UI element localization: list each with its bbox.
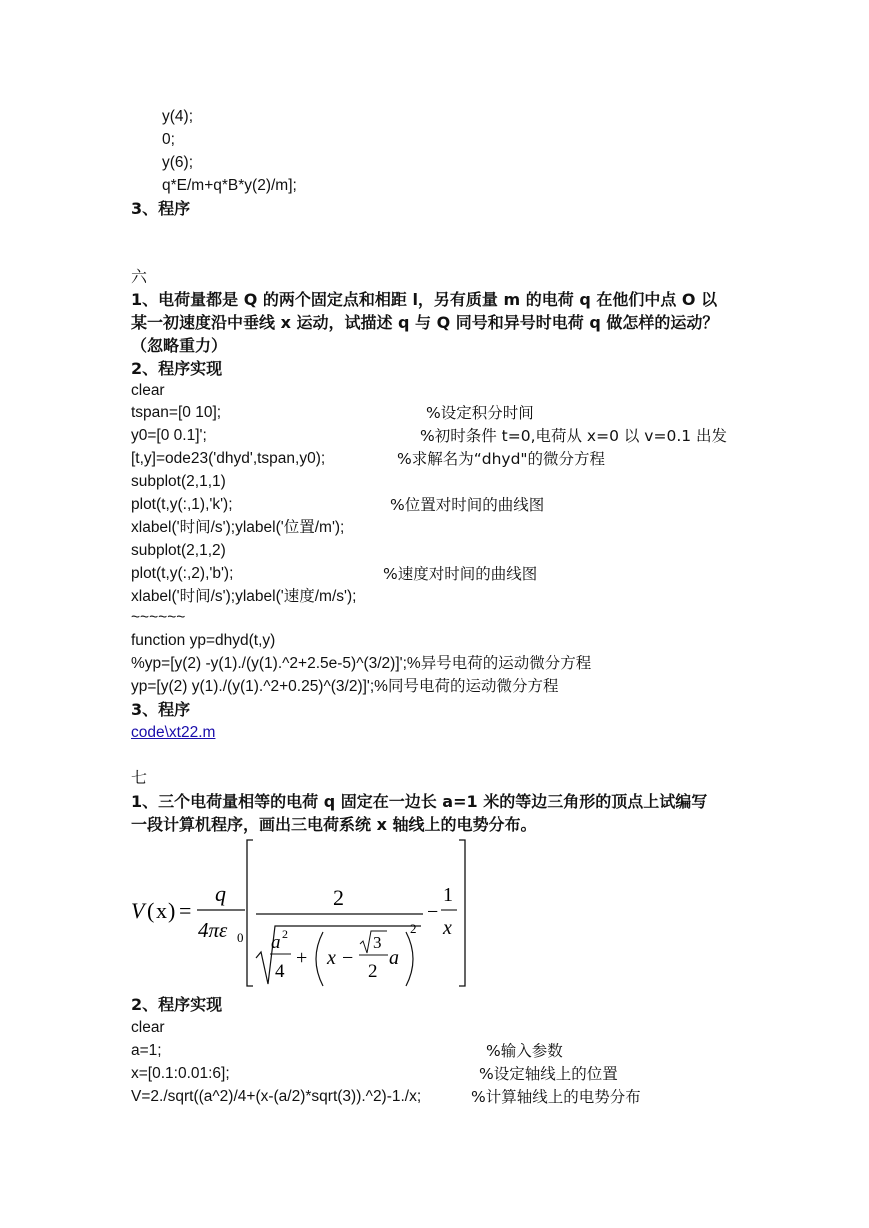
code-line: [t,y]=ode23('dhyd',tspan,y0); [131, 450, 326, 467]
code-comment: %速度对时间的曲线图 [383, 565, 538, 583]
section-heading: 3、程序 [131, 199, 191, 218]
formula-q: q [215, 881, 226, 906]
svg-text:−: − [342, 947, 354, 969]
code-comment: %求解名为“dhyd"的微分方程 [397, 450, 606, 468]
code-line: yp=[y(2) y(1)./(y(1).^2+0.25)^(3/2)]';%同号电荷的运动微分方程 [131, 678, 559, 695]
formula-two: 2 [333, 885, 344, 910]
section-heading: 2、程序实现 [131, 359, 223, 378]
code-line: subplot(2,1,1) [131, 473, 226, 490]
svg-text:+: + [296, 947, 308, 969]
question-line: （忽略重力） [131, 336, 228, 355]
code-comment: %设定轴线上的位置 [479, 1065, 618, 1083]
code-line: y(4); [162, 108, 193, 125]
code-line: tspan=[0 10]; [131, 404, 222, 421]
formula-sub0: 0 [237, 930, 244, 945]
code-line: xlabel('时间/s');ylabel('位置/m'); [131, 519, 345, 536]
code-comment: %初时条件 t=0,电荷从 x=0 以 v=0.1 出发 [420, 427, 728, 445]
section-title: 六 [131, 267, 148, 286]
formula-one: 1 [443, 884, 453, 906]
formula-x: x [156, 898, 167, 923]
svg-text:=: = [179, 898, 192, 923]
question-line: 1、电荷量都是 Q 的两个固定点和相距 l，另有质量 m 的电荷 q 在他们中点 O 以 [131, 290, 718, 309]
code-comment: %设定积分时间 [426, 404, 534, 422]
question-line: 1、三个电荷量相等的电荷 q 固定在一边长 a=1 米的等边三角形的顶点上试编写 [131, 792, 708, 811]
question-line: 一段计算机程序，画出三电荷系统 x 轴线上的电势分布。 [131, 815, 537, 834]
code-line: xlabel('时间/s');ylabel('速度/m/s'); [131, 588, 357, 605]
code-line: plot(t,y(:,2),'b'); [131, 565, 234, 582]
svg-text:2: 2 [368, 961, 378, 982]
code-line: function yp=dhyd(t,y) [131, 632, 276, 649]
code-line: %yp=[y(2) -y(1)./(y(1).^2+2.5e-5)^(3/2)]';%异号电荷的运动微分方程 [131, 655, 592, 672]
svg-text:2: 2 [410, 921, 417, 936]
formula-denom: 4πε [198, 918, 228, 942]
svg-text:−: − [427, 901, 439, 923]
section-title: 七 [131, 768, 148, 787]
formula-three: 3 [373, 933, 382, 952]
section-heading: 2、程序实现 [131, 995, 223, 1014]
code-line: y0=[0 0.1]'; [131, 427, 207, 444]
question-line: 某一初速度沿中垂线 x 运动，试描述 q 与 Q 同号和异号时电荷 q 做怎样的运动？ [131, 313, 719, 332]
code-line: x=[0.1:0.01:6]; [131, 1065, 230, 1082]
code-line: V=2./sqrt((a^2)/4+(x-(a/2)*sqrt(3)).^2)-1./x; [131, 1088, 422, 1105]
code-comment: %位置对时间的曲线图 [390, 496, 545, 514]
code-line: q*E/m+q*B*y(2)/m]; [162, 177, 297, 194]
code-file-link[interactable]: code\xt22.m [131, 724, 216, 741]
svg-text:x: x [443, 917, 452, 939]
section-heading: 3、程序 [131, 700, 191, 719]
potential-formula [125, 834, 475, 994]
formula-a: a [271, 932, 281, 953]
code-comment: %计算轴线上的电势分布 [471, 1088, 641, 1106]
code-comment: %输入参数 [486, 1042, 563, 1060]
code-line: a=1; [131, 1042, 162, 1059]
formula-four: 4 [275, 961, 285, 982]
svg-text:a: a [389, 947, 399, 969]
svg-text:(: ( [147, 898, 155, 923]
svg-text:x: x [327, 947, 336, 969]
code-line: 0; [162, 131, 175, 148]
code-line: subplot(2,1,2) [131, 542, 226, 559]
code-line: y(6); [162, 154, 193, 171]
svg-text:): ) [168, 898, 176, 923]
formula-V: V [131, 898, 145, 923]
code-line: clear [131, 382, 165, 399]
code-line: ~~~~~~ [131, 609, 186, 626]
formula-sq: 2 [282, 927, 288, 941]
code-line: clear [131, 1019, 165, 1036]
code-line: plot(t,y(:,1),'k'); [131, 496, 233, 513]
